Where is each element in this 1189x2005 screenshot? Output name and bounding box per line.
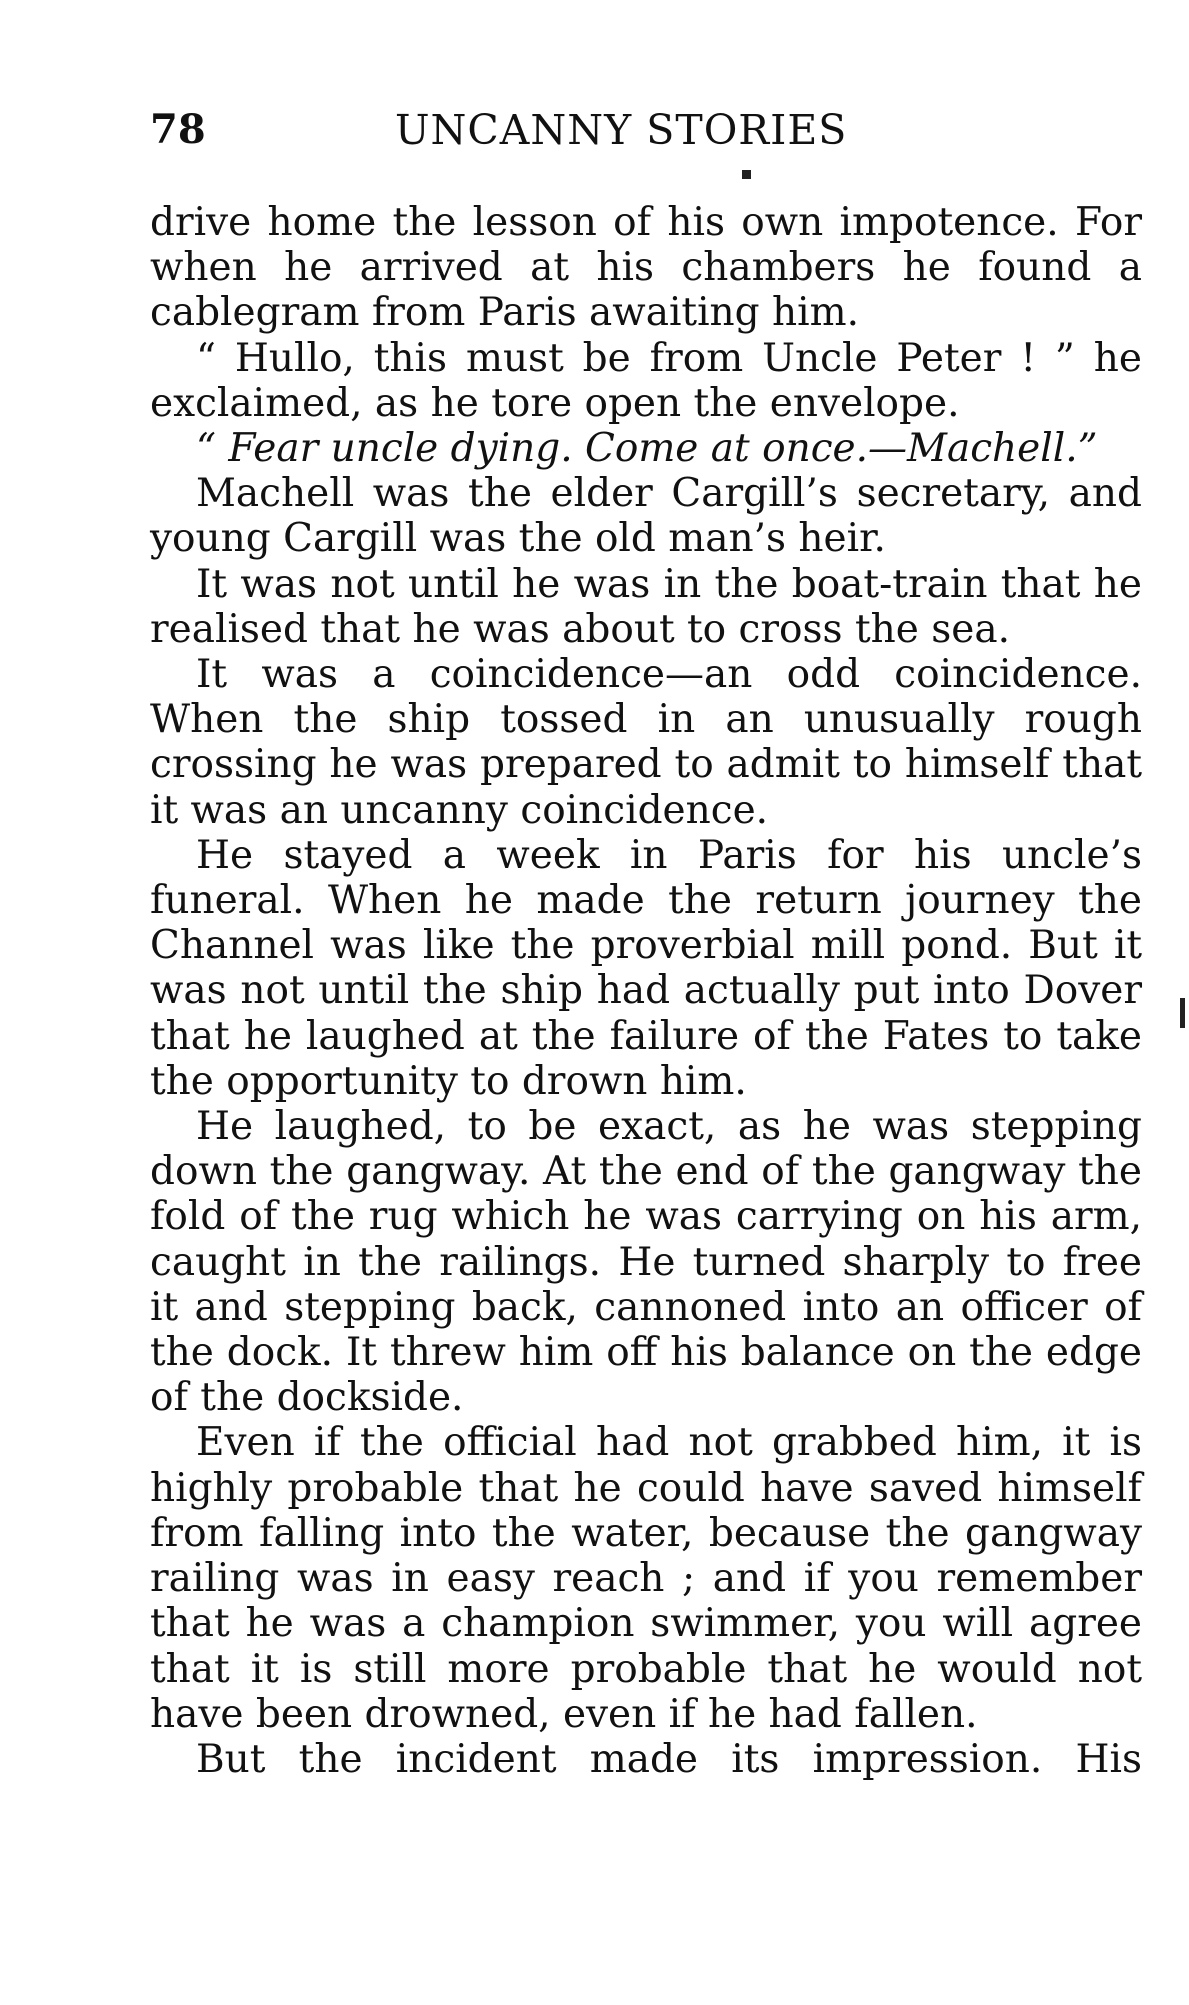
paragraph: He stayed a week in Paris for his uncle’s funeral. When he made the return journey the Channel was like the proverbial mill pond. But it was not until the ship had actually put into Dover that he laughed at the failure of the Fates to take the opportunity to drown him.: [150, 832, 1142, 1104]
paragraph: He laughed, to be exact, as he was stepping down the gangway. At the end of the gangway the fold of the rug which he was carrying on his arm, caught in the railings. He turned sharply to free it and stepping back, cannoned into an officer of the dock. It threw him off his balance on the edge of the dockside.: [150, 1104, 1142, 1421]
paragraph: Machell was the elder Cargill’s secretary, and young Cargill was the old man’s heir.: [150, 471, 1142, 562]
running-title: UNCANNY STORIES: [395, 106, 848, 154]
scan-speck: [742, 170, 751, 179]
paragraph: drive home the lesson of his own impotence. For when he arrived at his chambers he found a cablegram from Paris awaiting him.: [150, 200, 1142, 336]
page-number: 78: [150, 106, 206, 153]
page-header: [150, 100, 1142, 160]
paragraph: But the incident made its impression. His: [196, 1736, 1142, 1782]
paragraph: Even if the official had not grabbed him, it is highly probable that he could have saved himself from falling into the water, because the gangway railing was in easy reach ; and if you remember that he was a champion swimmer, you will agree that it is still more probable that he would not have been drowned, even if he had fallen.: [150, 1420, 1142, 1737]
scan-speck: [1180, 998, 1185, 1028]
paragraph: “ Hullo, this must be from Uncle Peter ! ” he exclaimed, as he tore open the envelope.: [150, 335, 1142, 426]
paragraph: It was a coincidence—an odd coincidence. When the ship tossed in an unusually rough crossing he was prepared to admit to himself that it was an uncanny coincidence.: [150, 652, 1142, 833]
cablegram-text: “ Fear uncle dying. Come at once.—Machell.”: [196, 426, 1098, 472]
paragraph: It was not until he was in the boat-train that he realised that he was about to cross the sea.: [150, 561, 1142, 652]
body-text: [150, 200, 1142, 1782]
